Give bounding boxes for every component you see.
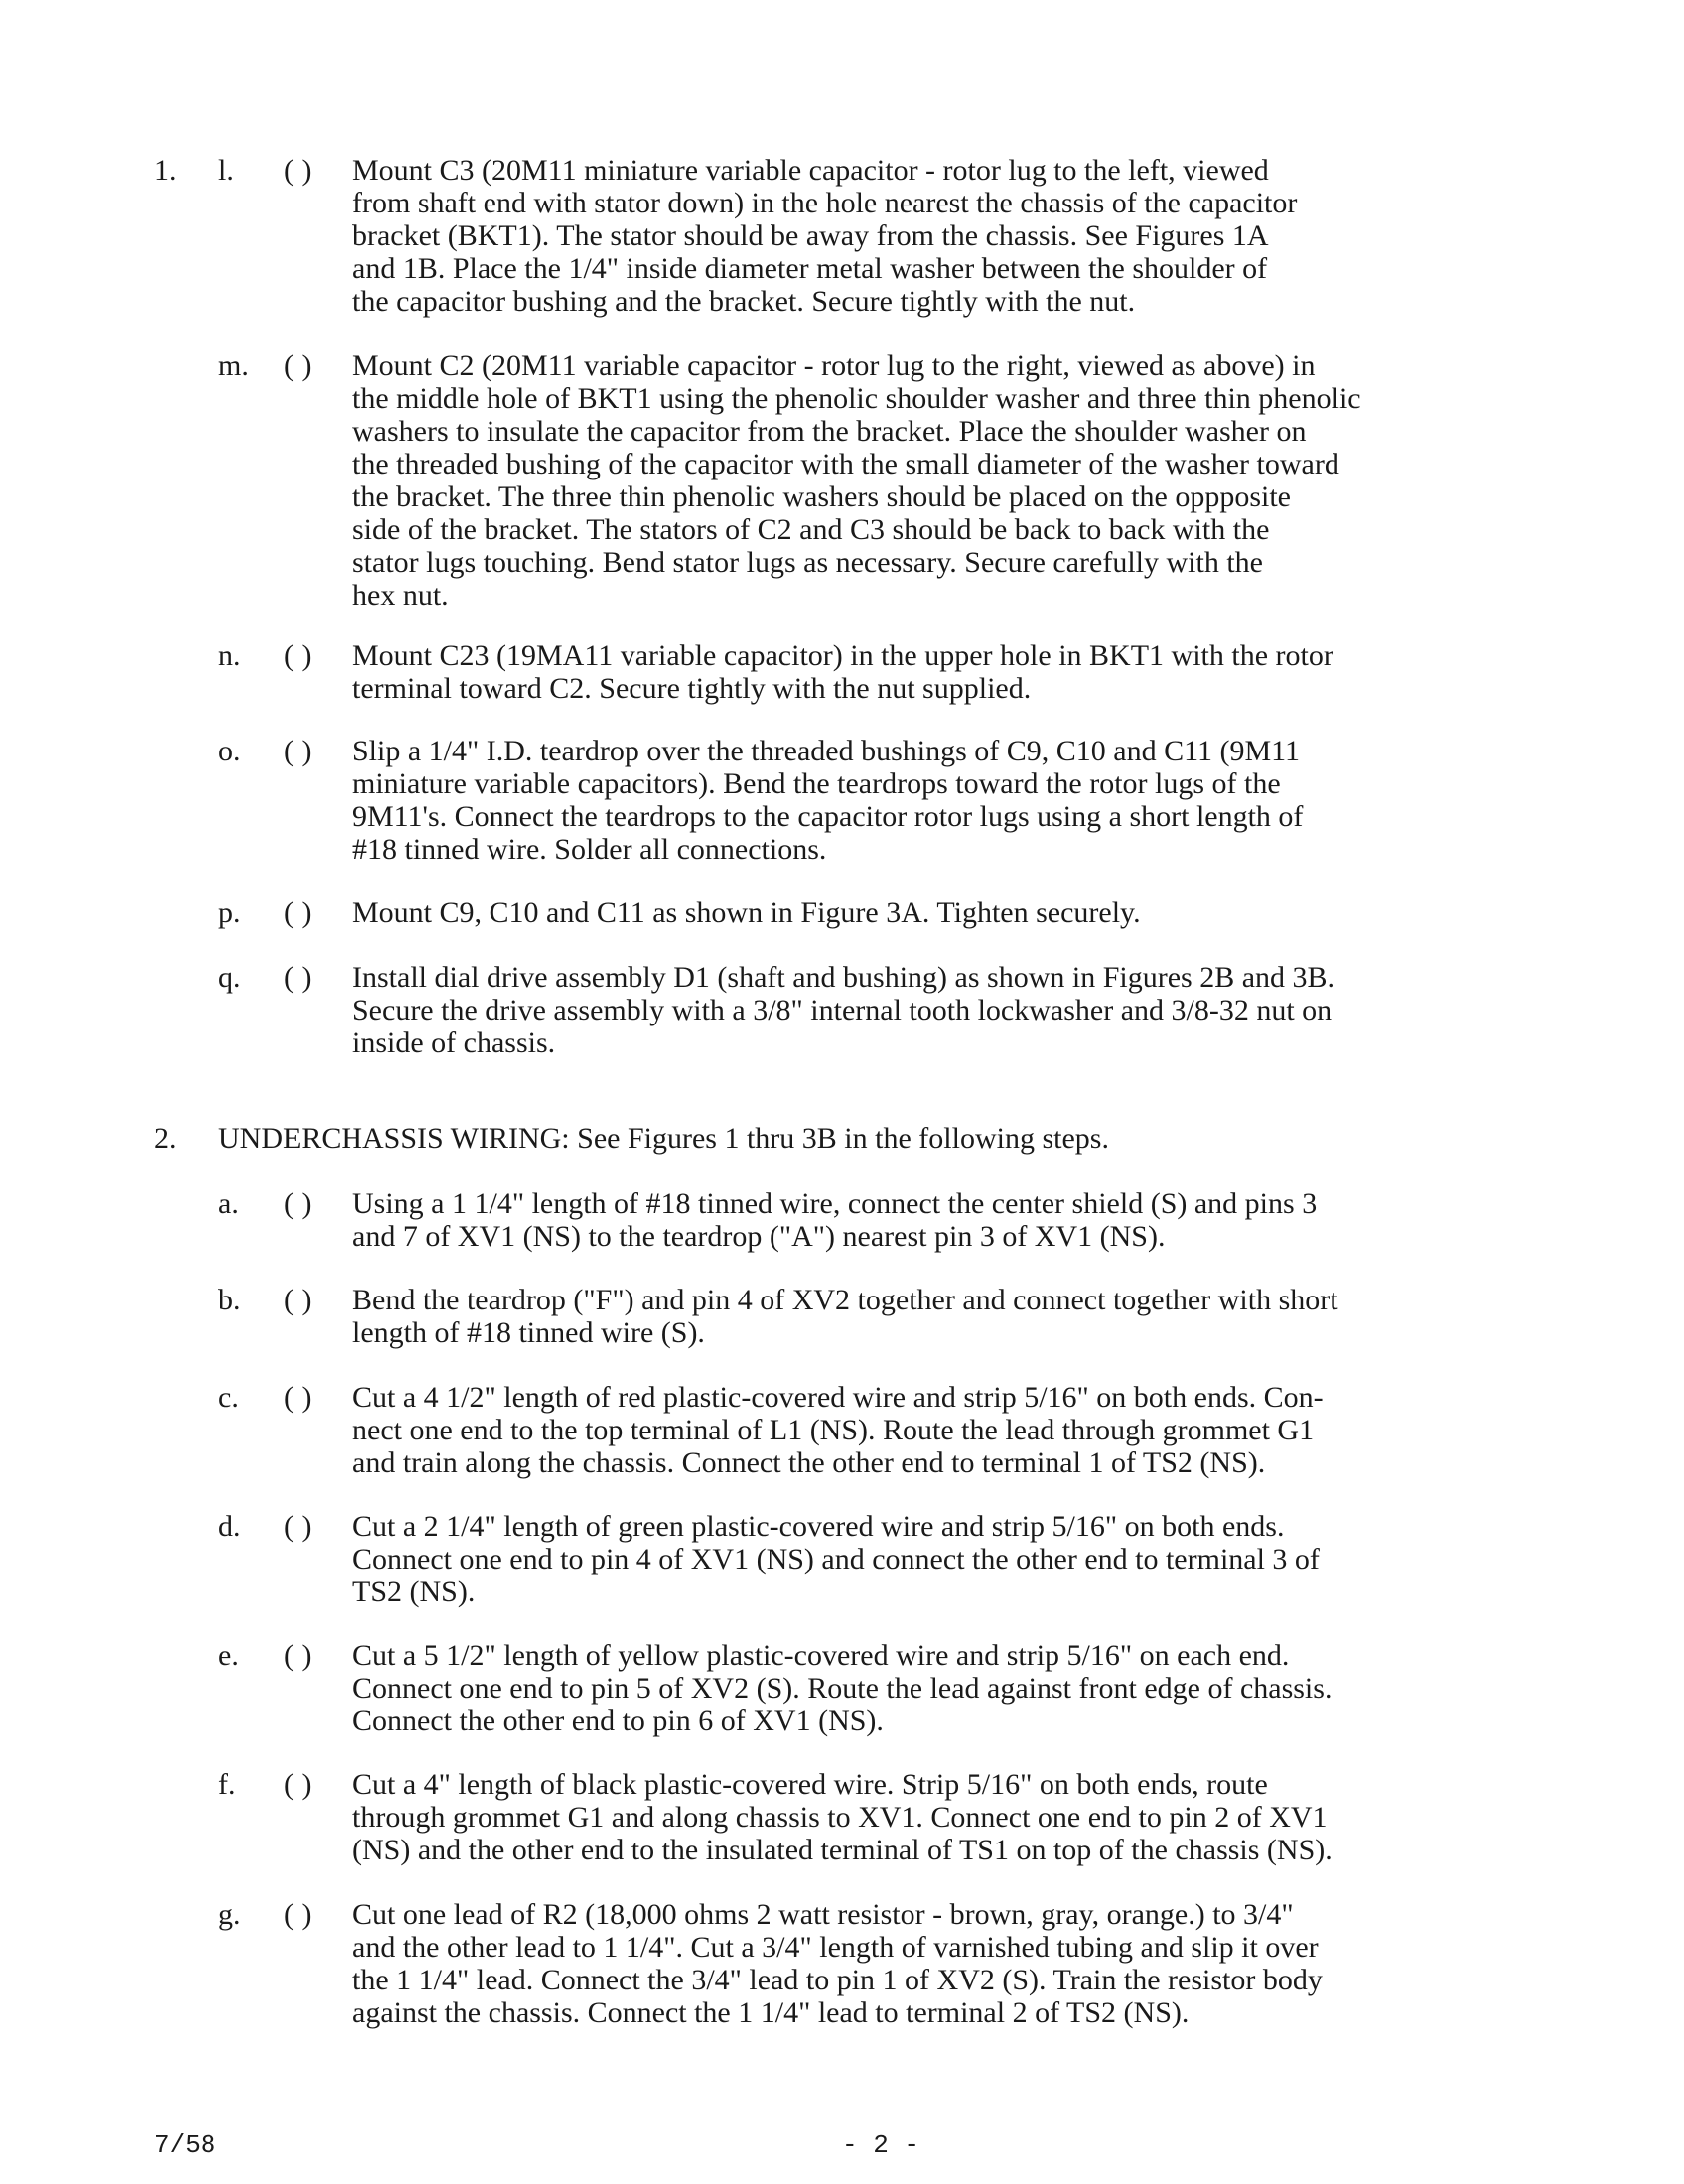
section-number: 2.	[154, 1122, 177, 1155]
checkbox[interactable]: ( )	[284, 1639, 312, 1672]
step-text: Using a 1 1/4" length of #18 tinned wire, connect the center shield (S) and pins 3 and 7 of XV1 (NS) to the teardrop ("A") nearest pin 3 of XV1 (NS).	[352, 1187, 1318, 1253]
checkbox[interactable]: ( )	[284, 639, 312, 672]
step-letter: n.	[218, 639, 241, 672]
step-text: Slip a 1/4" I.D. teardrop over the threaded bushings of C9, C10 and C11 (9M11 miniature variable capacitors). Bend the teardrops toward the rotor lugs of the 9M11's. Connect the teardrops to the capacitor rotor lugs using a short length of #18 tinned wire. Solder all connections.	[352, 735, 1304, 866]
step-text: Mount C9, C10 and C11 as shown in Figure 3A. Tighten securely.	[352, 896, 1141, 929]
step-letter: f.	[218, 1768, 236, 1801]
checkbox[interactable]: ( )	[284, 1898, 312, 1931]
step-letter: g.	[218, 1898, 241, 1931]
step-letter: q.	[218, 961, 241, 994]
checkbox[interactable]: ( )	[284, 154, 312, 187]
checkbox[interactable]: ( )	[284, 1510, 312, 1543]
footer-date: 7/58	[154, 2130, 216, 2160]
step-text: Mount C23 (19MA11 variable capacitor) in the upper hole in BKT1 with the rotor terminal toward C2. Secure tightly with the nut supplied.	[352, 639, 1333, 705]
checkbox[interactable]: ( )	[284, 349, 312, 382]
section-number: 1.	[154, 154, 177, 187]
step-letter: l.	[218, 154, 234, 187]
checkbox[interactable]: ( )	[284, 1381, 312, 1414]
step-text: Bend the teardrop ("F") and pin 4 of XV2 together and connect together with short length of #18 tinned wire (S).	[352, 1284, 1338, 1349]
step-text: Cut a 4" length of black plastic-covered wire. Strip 5/16" on both ends, route through grommet G1 and along chassis to XV1. Connect one end to pin 2 of XV1 (NS) and the other end to the insulated terminal of TS1 on top of the chassis (NS).	[352, 1768, 1333, 1866]
step-text: Cut a 4 1/2" length of red plastic-covered wire and strip 5/16" on both ends. Con- nect one end to the top terminal of L1 (NS). Route the lead through grommet G1 and train along the chassis. Connect the other end to terminal 1 of TS2 (NS).	[352, 1381, 1324, 1479]
step-letter: b.	[218, 1284, 241, 1316]
step-letter: a.	[218, 1187, 239, 1220]
step-text: Cut a 2 1/4" length of green plastic-covered wire and strip 5/16" on both ends. Connect one end to pin 4 of XV1 (NS) and connect the other end to terminal 3 of TS2 (NS).	[352, 1510, 1320, 1608]
step-text: Install dial drive assembly D1 (shaft and bushing) as shown in Figures 2B and 3B. Secure the drive assembly with a 3/8" internal tooth lockwasher and 3/8-32 nut on inside of chassis.	[352, 961, 1335, 1059]
step-letter: o.	[218, 735, 241, 767]
page-number: - 2 -	[842, 2130, 920, 2160]
section-heading: UNDERCHASSIS WIRING: See Figures 1 thru 3B in the following steps.	[218, 1122, 1109, 1155]
checkbox[interactable]: ( )	[284, 1768, 312, 1801]
checkbox[interactable]: ( )	[284, 961, 312, 994]
checkbox[interactable]: ( )	[284, 735, 312, 767]
checkbox[interactable]: ( )	[284, 896, 312, 929]
step-text: Cut one lead of R2 (18,000 ohms 2 watt resistor - brown, gray, orange.) to 3/4" and the other lead to 1 1/4". Cut a 3/4" length of varnished tubing and slip it over the 1 1/4" lead. Connect the 3/4" lead to pin 1 of XV2 (S). Train the resistor body against the chassis. Connect the 1 1/4" lead to terminal 2 of TS2 (NS).	[352, 1898, 1323, 2029]
step-letter: m.	[218, 349, 249, 382]
step-letter: c.	[218, 1381, 239, 1414]
step-text: Mount C2 (20M11 variable capacitor - rotor lug to the right, viewed as above) in the middle hole of BKT1 using the phenolic shoulder washer and three thin phenolic washers to insulate the capacitor from the bracket. Place the shoulder washer on the threaded bushing of the capacitor with the small diameter of the washer toward the bracket. The three thin phenolic washers should be placed on the oppposite side of the bracket. The stators of C2 and C3 should be back to back with the stator lugs touching. Bend stator lugs as necessary. Secure carefully with the hex nut.	[352, 349, 1361, 612]
step-letter: e.	[218, 1639, 239, 1672]
step-letter: d.	[218, 1510, 241, 1543]
step-text: Cut a 5 1/2" length of yellow plastic-covered wire and strip 5/16" on each end. Connect one end to pin 5 of XV2 (S). Route the lead against front edge of chassis. Connect the other end to pin 6 of XV1 (NS).	[352, 1639, 1333, 1737]
checkbox[interactable]: ( )	[284, 1284, 312, 1316]
step-text: Mount C3 (20M11 miniature variable capacitor - rotor lug to the left, viewed from shaft end with stator down) in the hole nearest the chassis of the capacitor bracket (BKT1). The stator should be away from the chassis. See Figures 1A and 1B. Place the 1/4" inside diameter metal washer between the shoulder of the capacitor bushing and the bracket. Secure tightly with the nut.	[352, 154, 1298, 318]
checkbox[interactable]: ( )	[284, 1187, 312, 1220]
step-letter: p.	[218, 896, 241, 929]
